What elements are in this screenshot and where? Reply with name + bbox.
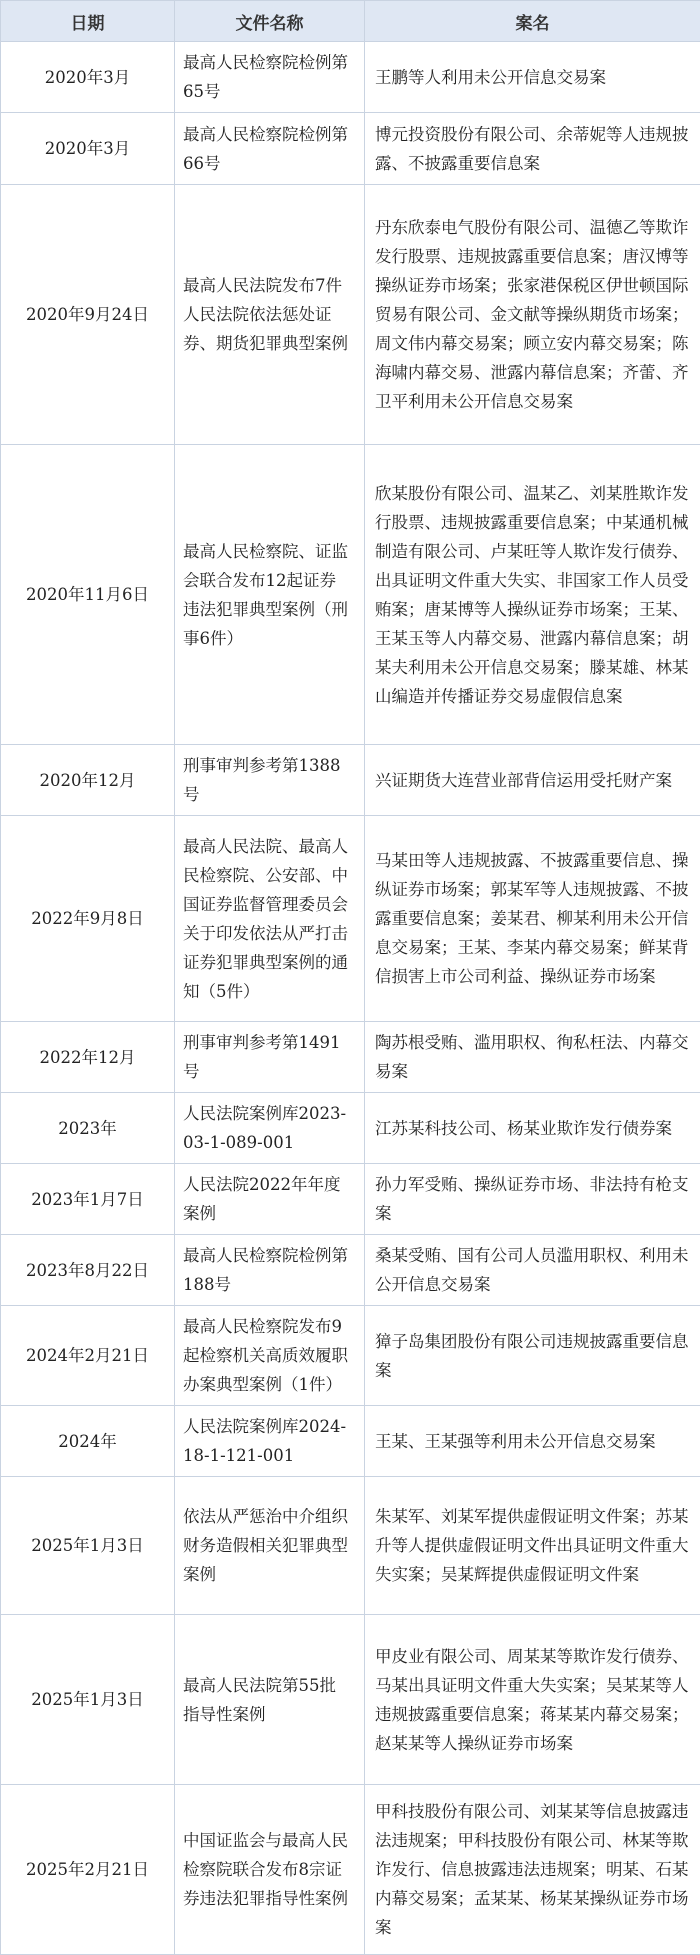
date-cell: 2022年9月8日 — [1, 816, 175, 1022]
case-cell: 王某、王某强等利用未公开信息交易案 — [365, 1406, 700, 1477]
case-cell: 陶苏根受贿、滥用职权、徇私枉法、内幕交易案 — [365, 1022, 700, 1093]
document-cell: 依法从严惩治中介组织财务造假相关犯罪典型案例 — [175, 1477, 365, 1615]
date-cell: 2023年1月7日 — [1, 1164, 175, 1235]
case-cell: 甲科技股份有限公司、刘某某等信息披露违法违规案；甲科技股份有限公司、林某等欺诈发行、信息披露违法违规案；明某、石某内幕交易案；孟某某、杨某某操纵证券市场案 — [365, 1785, 700, 1955]
date-cell: 2023年 — [1, 1093, 175, 1164]
table-row — [1, 42, 700, 113]
document-cell: 最高人民法院、最高人民检察院、公安部、中国证券监督管理委员会关于印发依法从严打击证券犯罪典型案例的通知（5件） — [175, 816, 365, 1022]
date-cell: 2020年3月 — [1, 113, 175, 185]
case-cell: 兴证期货大连营业部背信运用受托财产案 — [365, 745, 700, 816]
document-cell: 刑事审判参考第1491号 — [175, 1022, 365, 1093]
date-cell: 2025年2月21日 — [1, 1785, 175, 1955]
date-cell: 2022年12月 — [1, 1022, 175, 1093]
document-cell: 最高人民检察院检例第65号 — [175, 42, 365, 113]
date-cell: 2023年8月22日 — [1, 1235, 175, 1306]
case-cell: 欣某股份有限公司、温某乙、刘某胜欺诈发行股票、违规披露重要信息案；中某通机械制造有限公司、卢某旺等人欺诈发行债券、出具证明文件重大失实、非国家工作人员受贿案；唐某博等人操纵证券市场案；王某、王某玉等人内幕交易、泄露内幕信息案；胡某夫利用未公开信息交易案；滕某雄、林某山编造并传播证券交易虚假信息案 — [365, 445, 700, 745]
case-cell: 獐子岛集团股份有限公司违规披露重要信息案 — [365, 1306, 700, 1406]
date-cell: 2025年1月3日 — [1, 1477, 175, 1615]
date-cell: 2020年11月6日 — [1, 445, 175, 745]
document-cell: 最高人民法院发布7件人民法院依法惩处证券、期货犯罪典型案例 — [175, 185, 365, 445]
case-cell: 朱某军、刘某军提供虚假证明文件案；苏某升等人提供虚假证明文件出具证明文件重大失实案；吴某辉提供虚假证明文件案 — [365, 1477, 700, 1615]
table-row — [1, 1615, 700, 1785]
date-cell: 2024年 — [1, 1406, 175, 1477]
date-cell: 2024年2月21日 — [1, 1306, 175, 1406]
case-cell: 王鹏等人利用未公开信息交易案 — [365, 42, 700, 113]
date-cell: 2020年3月 — [1, 42, 175, 113]
document-cell: 人民法院案例库2023-03-1-089-001 — [175, 1093, 365, 1164]
document-cell: 最高人民检察院检例第188号 — [175, 1235, 365, 1306]
document-cell: 人民法院案例库2024-18-1-121-001 — [175, 1406, 365, 1477]
document-cell: 人民法院2022年年度案例 — [175, 1164, 365, 1235]
document-cell: 最高人民检察院检例第66号 — [175, 113, 365, 185]
date-cell: 2020年9月24日 — [1, 185, 175, 445]
case-cell: 孙力军受贿、操纵证券市场、非法持有枪支案 — [365, 1164, 700, 1235]
date-cell: 2025年1月3日 — [1, 1615, 175, 1785]
document-cell: 最高人民检察院、证监会联合发布12起证券违法犯罪典型案例（刑事6件） — [175, 445, 365, 745]
table-row — [1, 445, 700, 745]
table-row — [1, 1235, 700, 1306]
date-cell: 2020年12月 — [1, 745, 175, 816]
table-row — [1, 1093, 700, 1164]
document-cell: 最高人民法院第55批指导性案例 — [175, 1615, 365, 1785]
header-row — [1, 1, 700, 42]
document-cell: 刑事审判参考第1388号 — [175, 745, 365, 816]
case-cell: 博元投资股份有限公司、余蒂妮等人违规披露、不披露重要信息案 — [365, 113, 700, 185]
table-row — [1, 745, 700, 816]
table-row — [1, 816, 700, 1022]
table-row — [1, 1406, 700, 1477]
case-cell: 丹东欣泰电气股份有限公司、温德乙等欺诈发行股票、违规披露重要信息案；唐汉博等操纵证券市场案；张家港保税区伊世顿国际贸易有限公司、金文献等操纵期货市场案；周文伟内幕交易案；顾立安内幕交易案；陈海啸内幕交易、泄露内幕信息案；齐蕾、齐卫平利用未公开信息交易案 — [365, 185, 700, 445]
header-document-name: 文件名称 — [175, 1, 365, 42]
table-row — [1, 113, 700, 185]
case-cell: 马某田等人违规披露、不披露重要信息、操纵证券市场案；郭某军等人违规披露、不披露重要信息案；姜某君、柳某利用未公开信息交易案；王某、李某内幕交易案；鲜某背信损害上市公司利益、操纵证券市场案 — [365, 816, 700, 1022]
document-cell: 中国证监会与最高人民检察院联合发布8宗证券违法犯罪指导性案例 — [175, 1785, 365, 1955]
table-row — [1, 1785, 700, 1955]
table-row — [1, 185, 700, 445]
table-row — [1, 1477, 700, 1615]
table-row — [1, 1022, 700, 1093]
case-cell: 桑某受贿、国有公司人员滥用职权、利用未公开信息交易案 — [365, 1235, 700, 1306]
header-date: 日期 — [1, 1, 175, 42]
document-cell: 最高人民检察院发布9起检察机关高质效履职办案典型案例（1件） — [175, 1306, 365, 1406]
table-row — [1, 1306, 700, 1406]
case-cell: 江苏某科技公司、杨某业欺诈发行债券案 — [365, 1093, 700, 1164]
case-cell: 甲皮业有限公司、周某某等欺诈发行债券、马某出具证明文件重大失实案；吴某某等人违规披露重要信息案；蒋某某内幕交易案；赵某某等人操纵证券市场案 — [365, 1615, 700, 1785]
header-case-name: 案名 — [365, 1, 700, 42]
table-row — [1, 1164, 700, 1235]
